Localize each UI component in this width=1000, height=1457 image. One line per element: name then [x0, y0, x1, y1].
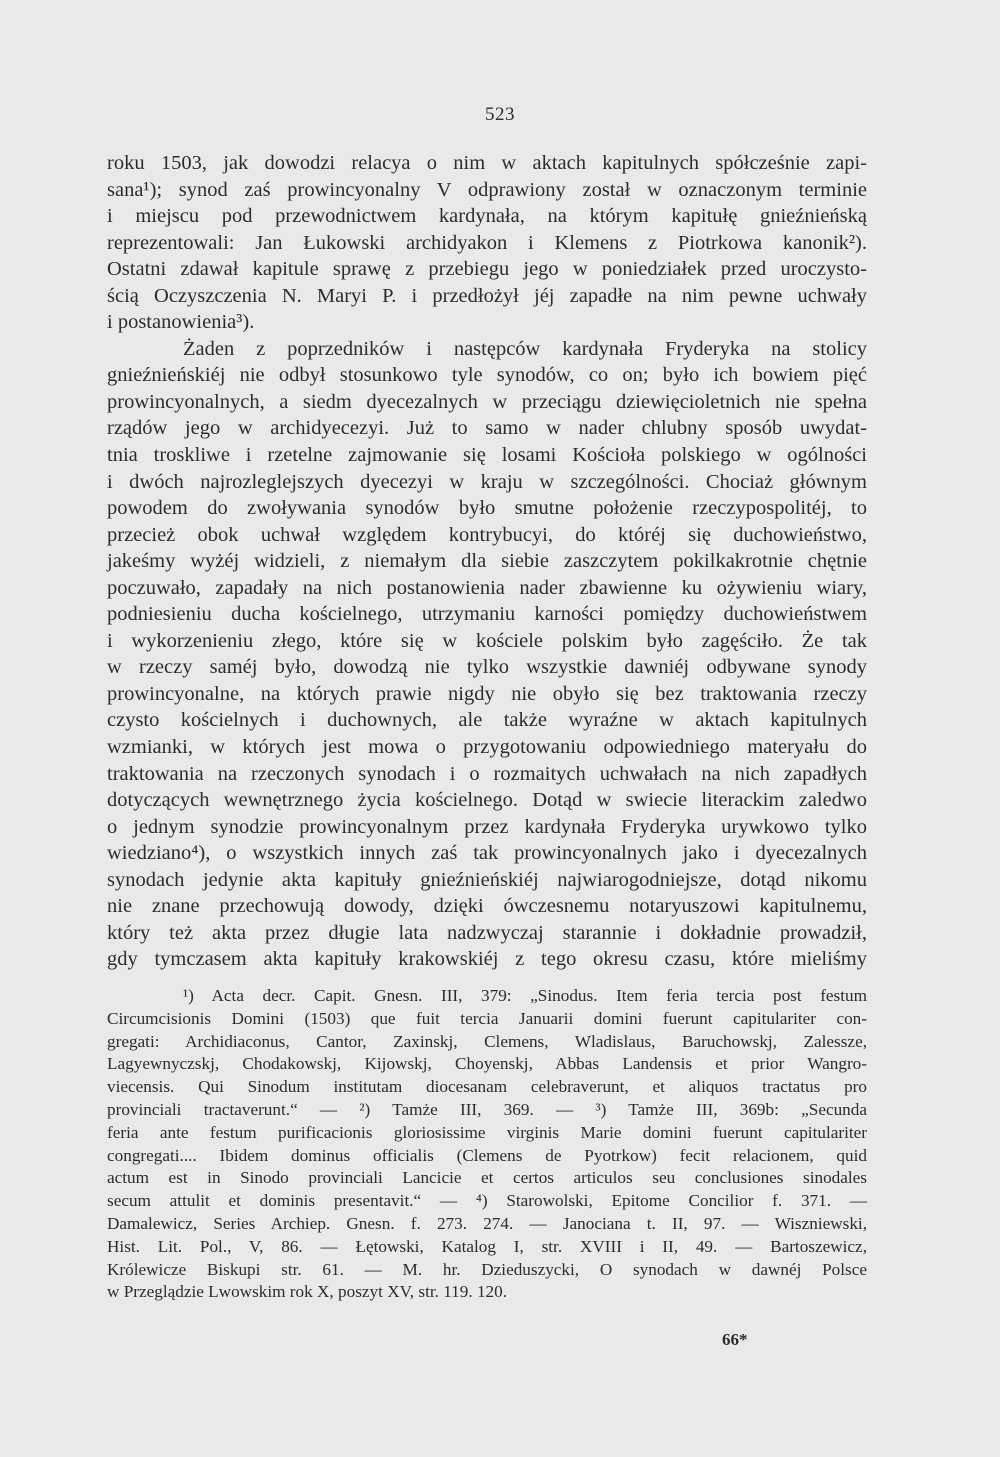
body-line: prowincyonalnych, a siedm dyecezalnych w przeciągu dziewięcioletnich nie spełna: [107, 390, 867, 413]
footnote-line: feria ante festum purificacionis gloriosissime virginis Marie domini fuerunt capitulariter: [107, 1122, 867, 1142]
body-line: podniesieniu ducha kościelnego, utrzymaniu karności pomiędzy duchowieństwem: [107, 603, 867, 626]
body-line: sana¹); synod zaś prowincyonalny V odprawiony został w oznaczonym terminie: [107, 178, 867, 201]
body-line: traktowania na rzeczonych synodach i o rozmaitych uchwałach na nich zapadłych: [107, 762, 867, 785]
page-number: 523: [485, 104, 515, 125]
body-line: powodem do zwoływania synodów było smutne położenie rzeczypospolitéj, to: [107, 497, 867, 520]
footnote-line: Circumcisionis Domini (1503) que fuit tercia Januarii domini fuerunt capitulariter con-: [107, 1008, 867, 1028]
body-line: jakeśmy wyżéj widzieli, z niemałym dla siebie zaszczytem pokilkakrotnie chętnie: [107, 550, 867, 573]
signature-mark: 66*: [722, 1330, 748, 1349]
footnote-line: actum est in Sinodo provinciali Lancicie et certos articulos seu conclusiones sinodales: [107, 1168, 867, 1188]
footnote-line: viecensis. Qui Sinodum institutam diocesanam celebraverunt, et aliquos tractatus pro: [107, 1077, 867, 1097]
body-line: gdy tymczasem akta kapituły krakowskiéj z tego okresu czasu, które mieliśmy: [107, 948, 867, 971]
footnote-line: gregati: Archidiaconus, Cantor, Zaxinskj, Clemens, Wladislaus, Baruchowskj, Zalessze,: [107, 1031, 867, 1051]
footnotes: [107, 985, 867, 1304]
body-line: Ostatni zdawał kapitule sprawę z przebiegu jego w poniedziałek przed uroczysto-: [107, 258, 867, 281]
body-line: dotyczących wewnętrznego życia kościelnego. Dotąd w swiecie literackim zaledwo: [107, 789, 867, 812]
body-line: ścią Oczyszczenia N. Maryi P. i przedłożył jéj zapadłe na nim pewne uchwały: [107, 284, 867, 307]
body-text: [107, 150, 867, 973]
footnote-line: congregati.... Ibidem dominus officialis (Clemens de Pyotrkow) fecit relacionem, quid: [107, 1145, 867, 1165]
body-line: synodach jedynie akta kapituły gnieźnieńskiéj najwiarogodniejsze, dotąd nikomu: [107, 868, 867, 891]
footnote-line: Hist. Lit. Pol., V, 86. — Łętowski, Katalog I, str. XVIII i II, 49. — Bartoszewicz,: [107, 1236, 867, 1256]
body-line: prowincyonalne, na których prawie nigdy nie obyło się bez traktowania rzeczy: [107, 682, 867, 705]
body-line: tnia troskliwe i rzetelne zajmowanie się losami Kościoła polskiego w ogólności: [107, 444, 867, 467]
body-line: o jednym synodzie prowincyonalnym przez kardynała Fryderyka urywkowo tylko: [107, 815, 867, 838]
body-line: poczuwało, zapadały na nich postanowienia nader zbawienne ku ożywieniu wiary,: [107, 576, 867, 599]
footnote-line: w Przeglądzie Lwowskim rok X, poszyt XV, str. 119. 120.: [107, 1282, 508, 1302]
footnote-line: provinciali tractaverunt.“ — ²) Tamże III, 369. — ³) Tamże III, 369b: „Secunda: [107, 1099, 867, 1119]
body-line: roku 1503, jak dowodzi relacya o nim w aktach kapitulnych spółcześnie zapi-: [107, 152, 867, 174]
body-line: i wykorzenieniu złego, które się w kościele polskim było zagęściło. Że tak: [107, 629, 867, 652]
body-line: w rzeczy saméj było, dowodzą nie tylko wszystkie dawniéj odbywane synody: [107, 656, 867, 679]
body-line: gnieźnieńskiéj nie odbył stosunkowo tyle synodów, co on; było ich bowiem pięć: [107, 364, 867, 387]
body-line: przecież obok uchwał względem kontrybucyi, do któréj się duchowieństwo,: [107, 523, 867, 546]
body-line: rządów jego w archidyecezyi. Już to samo w nader chlubny sposób uwydat-: [107, 417, 867, 440]
body-line: i dwóch najrozleglejszych dyecezyi w kraju w szczególności. Chociaż głównym: [107, 470, 867, 493]
footnote-line: Lagyewnyczskj, Chodakowskj, Kijowskj, Choyenskj, Abbas Landensis et prior Wangro-: [107, 1054, 867, 1074]
body-line: wzmianki, w których jest mowa o przygotowaniu odpowiedniego materyału do: [107, 736, 867, 759]
footnote-line: Damalewicz, Series Archiep. Gnesn. f. 273. 274. — Janociana t. II, 97. — Wiszniewski,: [107, 1213, 867, 1233]
footnote-line: ¹) Acta decr. Capit. Gnesn. III, 379: „Sinodus. Item feria tercia post festum: [183, 986, 867, 1005]
footnote-line: Królewicze Biskupi str. 61. — M. hr. Dzieduszycki, O synodach w dawnéj Polsce: [107, 1259, 867, 1279]
body-line: reprezentowali: Jan Łukowski archidyakon i Klemens z Piotrkowa kanonik²).: [107, 231, 867, 254]
body-line: i miejscu pod przewodnictwem kardynała, na którym kapitułę gnieźnieńską: [107, 205, 867, 228]
body-line: czysto kościelnych i duchownych, ale także wyraźne w aktach kapitulnych: [107, 709, 867, 732]
body-line: wiedziano⁴), o wszystkich innych zaś tak prowincyonalnych jako i dyecezalnych: [107, 842, 867, 865]
footnote-line: secum attulit et dominis presentavit.“ — ⁴) Starowolski, Epitome Concilior f. 371. —: [107, 1191, 867, 1211]
body-line: który też akta przez długie lata nadzwyczaj starannie i dokładnie prowadził,: [107, 921, 867, 944]
body-line: nie znane przechowują dowody, dzięki ówczesnemu notaryuszowi kapitulnemu,: [107, 895, 867, 918]
body-line: Żaden z poprzedników i następców kardynała Fryderyka na stolicy: [183, 337, 867, 360]
body-line: i postanowienia³).: [107, 311, 255, 334]
